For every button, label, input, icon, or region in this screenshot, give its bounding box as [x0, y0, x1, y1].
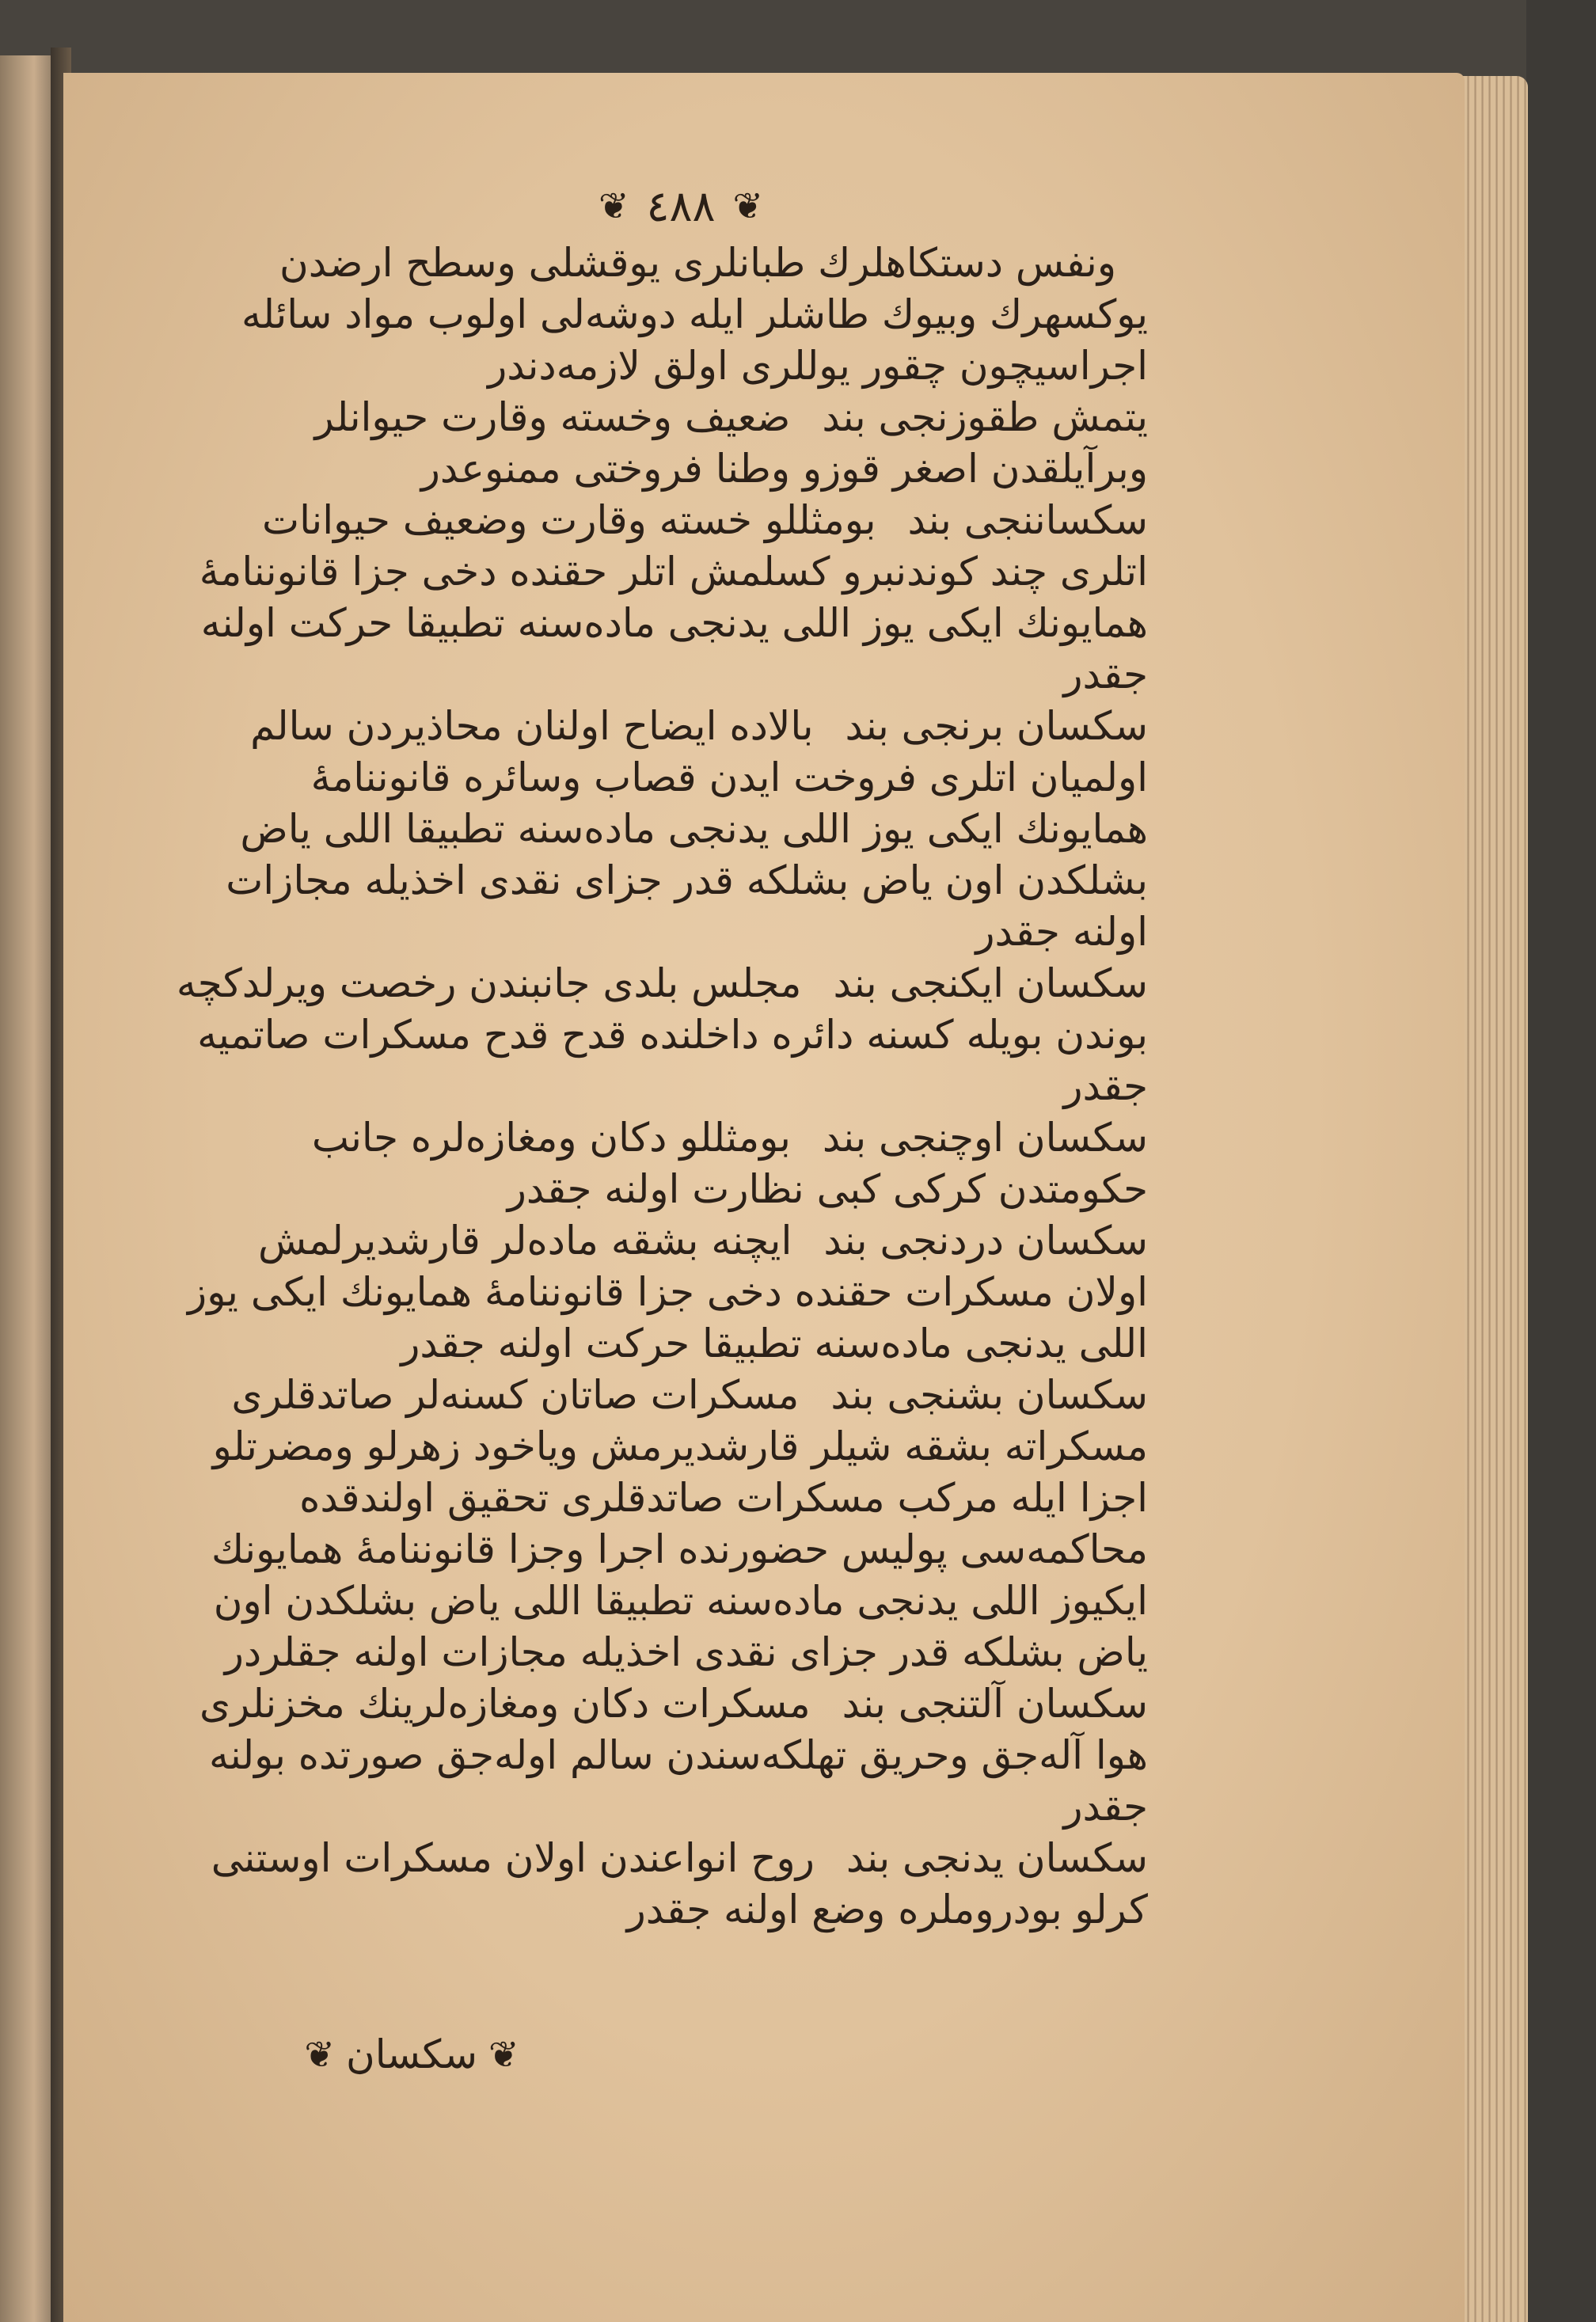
paragraph-text: مسکرات صاتان کسنه‌لر صاتدقلری مسکراته بشقه شیلر قارشدیرمش ویاخود زهرلو ومضرتلو اجزا ایله مرکب مسکرات صاتدقلری تحقیق اولندقده محاکمه‌سی پولیس حضورنده اجرا وجزا قانوننامهٔ همایونك ایکیوز اللی یدنجی ماده‌سنه تطبیقا اللی یاض بشلکدن اون یاض بشلکه قدر جزای نقدی اخذیله مجازات اولنه جقلردر: [211, 1372, 1148, 1675]
paragraph-text: ونفس دستكاهلرك طبانلری یوقشلی وسطح ارضدن یوکسهرك وبیوك طاشلر ایله دوشه‌لی اولوب مواد سائله اجراسیچون چقور یوللری اولق لازمه‌دندر: [241, 240, 1148, 389]
paragraph-text: بومثللو خسته وقارت وضعیف حیوانات اتلری چند کوندنبرو کسلمش اتلر حقنده دخی جزا قانوننامهٔ همایونك ایكی یوز اللی یدنجی ماده‌سنه تطبیقا حرکت اولنه جقدر: [199, 497, 1148, 697]
right-ornament-icon: ❦: [732, 184, 764, 227]
catchword-text: سکسان: [345, 2031, 478, 2077]
article-heading: سکسان دردنجی بند: [823, 1218, 1148, 1264]
body-text: [174, 238, 1148, 1936]
page-header: [554, 178, 808, 234]
paragraph: [174, 495, 1148, 701]
paragraph-text: بالاده ایضاح اولنان محاذیردن سالم اولمیان اتلری فروخت ایدن قصاب وسائره قانوننامهٔ همایونك ایكی یوز اللی یدنجی ماده‌سنه تطبیقا اللی یاض بشلکدن اون یاض بشلکه قدر جزای نقدی اخذیله مجازات اولنه جقدر: [226, 703, 1148, 955]
article-heading: سکسان اوچنجی بند: [822, 1115, 1148, 1161]
article-heading: یتمش طقوزنجی بند: [822, 394, 1148, 440]
paragraph: [174, 1678, 1148, 1833]
paragraph: [174, 1833, 1148, 1936]
catchword: [293, 2023, 530, 2086]
left-ornament-icon: ❦: [598, 184, 629, 227]
page-number: ٤٨٨: [646, 181, 716, 231]
article-heading: سکسان بشنجی بند: [830, 1372, 1148, 1418]
paragraph-text: مجلس بلدی جانبندن رخصت ویرلدکچه بوندن بویله کسنه دائره داخلنده قدح قدح مسکرات صاتمیه جقدر: [176, 960, 1148, 1109]
paragraph: [174, 1215, 1148, 1370]
paragraph: [174, 238, 1148, 392]
paragraph-text: ایچنه بشقه ماده‌لر قارشدیرلمش اولان مسکرات حقنده دخی جزا قانوننامهٔ همایونك ایكی یوز اللی یدنجی ماده‌سنه تطبیقا حرکت اولنه جقدر: [188, 1218, 1148, 1366]
paragraph: [174, 701, 1148, 958]
article-heading: سکساننجی بند: [907, 497, 1148, 543]
article-heading: سکسان ایکنجی بند: [833, 960, 1148, 1006]
background-edge: [1526, 0, 1596, 2322]
article-heading: سکسان یدنجی بند: [846, 1835, 1148, 1881]
paragraph-text: روح انواعندن اولان مسکرات اوستنی کرلو بودروملره وضع اولنه جقدر: [211, 1835, 1148, 1932]
paragraph-text: ضعیف وخسته وقارت حیوانلر وبرآیلقدن اصغر قوزو وطنا فروختی ممنوعدر: [314, 394, 1148, 492]
paragraph: [174, 1112, 1148, 1215]
catchword-ornament-icon: ❦: [304, 2033, 335, 2076]
paragraph-text: مسکرات دکان ومغازه‌لرینك مخزنلری هوا آله‌جق وحریق تهلکه‌سندن سالم اوله‌جق صورتده بولنه جقدر: [199, 1681, 1148, 1830]
catchword-ornament-icon: ❦: [488, 2033, 519, 2076]
article-heading: سکسان آلتنجی بند: [842, 1681, 1148, 1727]
paragraph-text: بومثللو دکان ومغازه‌لره جانب حکومتدن کرکی کبی نظارت اولنه جقدر: [311, 1115, 1148, 1212]
paragraph: [174, 392, 1148, 495]
article-heading: سکسان برنجی بند: [845, 703, 1148, 749]
paragraph: [174, 958, 1148, 1112]
paragraph: [174, 1370, 1148, 1678]
